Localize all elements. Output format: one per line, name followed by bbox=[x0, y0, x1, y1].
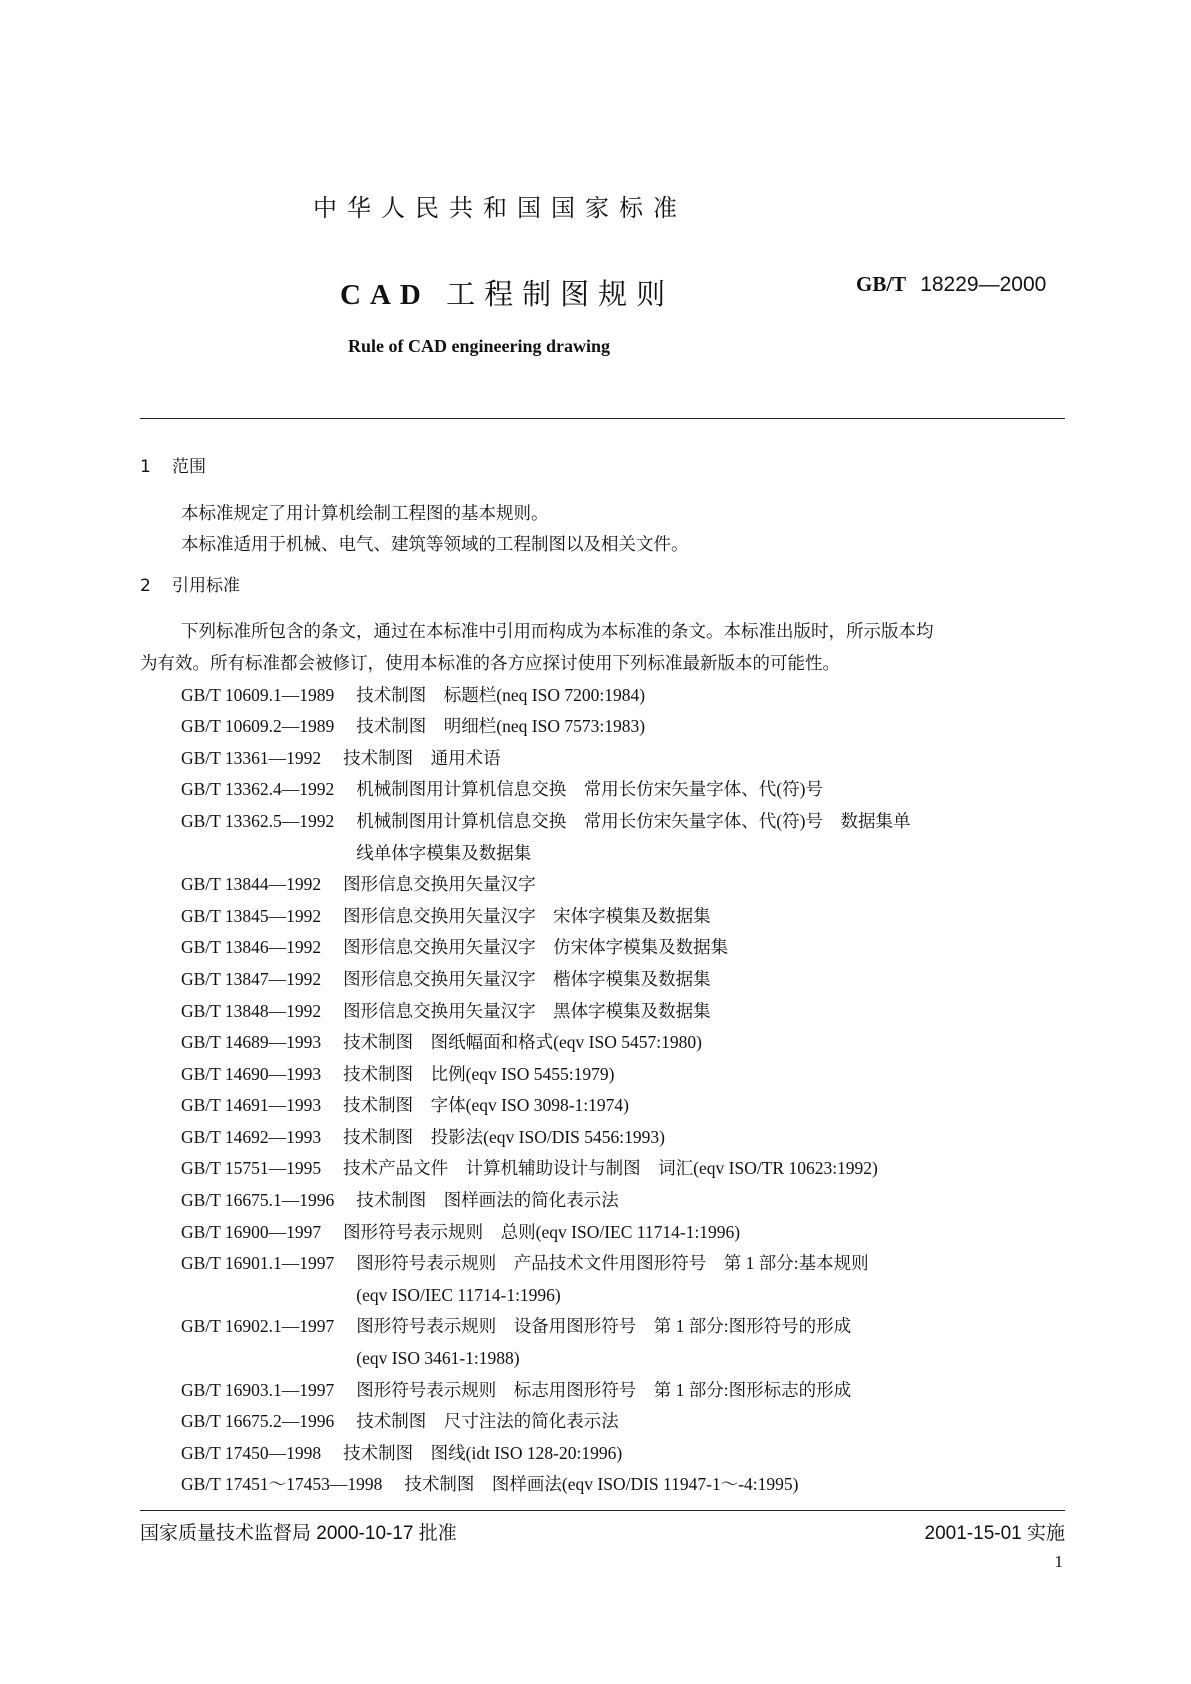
reference-code: GB/T 10609.1—1989 bbox=[181, 684, 335, 705]
reference-code: GB/T 13846—1992 bbox=[181, 937, 322, 958]
reference-title: 图形符号表示规则 总则(eqv ISO/IEC 11714-1:1996) bbox=[343, 1221, 741, 1242]
reference-title: 技术制图 明细栏(neq ISO 7573:1983) bbox=[356, 716, 646, 737]
paragraph: 为有效。所有标准都会被修订，使用本标准的各方应探讨使用下列标准最新版本的可能性。 bbox=[140, 652, 840, 673]
reference-code: GB/T 17450—1998 bbox=[181, 1442, 322, 1463]
title-chinese: 工程制图规则 bbox=[446, 277, 675, 311]
english-title: Rule of CAD engineering drawing bbox=[348, 336, 610, 356]
reference-item bbox=[140, 1248, 1065, 1311]
reference-code: GB/T 13361—1992 bbox=[181, 747, 322, 768]
reference-title: 技术制图 图样画法(eqv ISO/DIS 11947-1～-4:1995) bbox=[404, 1474, 799, 1495]
reference-item bbox=[140, 1185, 1065, 1217]
reference-item bbox=[140, 1122, 1065, 1154]
footer-divider bbox=[140, 1510, 1065, 1511]
reference-code: GB/T 13362.5—1992 bbox=[181, 810, 335, 831]
reference-code: GB/T 16675.2—1996 bbox=[181, 1411, 335, 1432]
reference-item bbox=[140, 1217, 1065, 1249]
reference-item bbox=[140, 1153, 1065, 1185]
section-references bbox=[140, 571, 1065, 1501]
reference-title-continued: (eqv ISO 3461-1:1988) bbox=[356, 1348, 520, 1369]
reference-title: 技术制图 图线(idt ISO 128-20:1996) bbox=[343, 1442, 623, 1463]
reference-title: 机械制图用计算机信息交换 常用长仿宋矢量字体、代(符)号 数据集单 bbox=[356, 810, 911, 831]
national-standard-heading: 中华人民共和国国家标准 bbox=[313, 194, 687, 222]
reference-item bbox=[140, 743, 1065, 775]
reference-item bbox=[140, 1090, 1065, 1122]
reference-title: 图形符号表示规则 标志用图形符号 第 1 部分:图形标志的形成 bbox=[356, 1379, 852, 1400]
reference-item bbox=[140, 932, 1065, 964]
reference-item bbox=[140, 901, 1065, 933]
reference-title: 机械制图用计算机信息交换 常用长仿宋矢量字体、代(符)号 bbox=[356, 779, 823, 800]
reference-code: GB/T 13844—1992 bbox=[181, 874, 322, 895]
paragraph: 本标准规定了用计算机绘制工程图的基本规则。 bbox=[181, 502, 549, 523]
reference-title-continued: 线单体字模集及数据集 bbox=[356, 842, 532, 863]
reference-title: 技术制图 标题栏(neq ISO 7200:1984) bbox=[356, 684, 646, 705]
reference-title: 技术产品文件 计算机辅助设计与制图 词汇(eqv ISO/TR 10623:1992) bbox=[343, 1158, 878, 1179]
header-divider bbox=[140, 418, 1065, 419]
page-number: 1 bbox=[1054, 1552, 1063, 1571]
standard-code bbox=[856, 272, 1046, 297]
reference-code: GB/T 14692—1993 bbox=[181, 1126, 322, 1147]
reference-code: GB/T 13848—1992 bbox=[181, 1000, 322, 1021]
reference-item bbox=[140, 1438, 1065, 1470]
reference-code: GB/T 16900—1997 bbox=[181, 1221, 322, 1242]
reference-item bbox=[140, 1059, 1065, 1091]
reference-title: 图形信息交换用矢量汉字 楷体字模集及数据集 bbox=[343, 968, 711, 989]
reference-item bbox=[140, 1406, 1065, 1438]
reference-code: GB/T 16903.1—1997 bbox=[181, 1379, 335, 1400]
reference-code: GB/T 13847—1992 bbox=[181, 968, 322, 989]
reference-item bbox=[140, 806, 1065, 869]
reference-item bbox=[140, 869, 1065, 901]
implementation-date: 2001-15-01 实施 bbox=[924, 1523, 1065, 1544]
section-heading: 1 范围 bbox=[140, 457, 206, 477]
reference-item bbox=[140, 964, 1065, 996]
reference-title: 技术制图 字体(eqv ISO 3098-1:1974) bbox=[343, 1095, 629, 1116]
reference-code: GB/T 13845—1992 bbox=[181, 905, 322, 926]
paragraph: 本标准适用于机械、电气、建筑等领域的工程制图以及相关文件。 bbox=[181, 534, 689, 555]
reference-title: 技术制图 投影法(eqv ISO/DIS 5456:1993) bbox=[343, 1126, 665, 1147]
reference-title: 图形信息交换用矢量汉字 仿宋体字模集及数据集 bbox=[343, 937, 729, 958]
reference-item bbox=[140, 680, 1065, 712]
reference-title: 技术制图 图纸幅面和格式(eqv ISO 5457:1980) bbox=[343, 1032, 702, 1053]
approval-date: 国家质量技术监督局 2000-10-17 批准 bbox=[140, 1523, 457, 1544]
title-latin: CAD bbox=[340, 279, 430, 311]
reference-title: 图形信息交换用矢量汉字 黑体字模集及数据集 bbox=[343, 1000, 711, 1021]
paragraph: 下列标准所包含的条文，通过在本标准中引用而构成为本标准的条文。本标准出版时，所示版本均 bbox=[181, 621, 934, 642]
document-body bbox=[140, 452, 1065, 1501]
reference-title: 技术制图 尺寸注法的简化表示法 bbox=[356, 1411, 619, 1432]
reference-code: GB/T 17451～17453—1998 bbox=[181, 1474, 383, 1495]
reference-item bbox=[140, 711, 1065, 743]
reference-title: 图形信息交换用矢量汉字 宋体字模集及数据集 bbox=[343, 905, 711, 926]
reference-code: GB/T 14689—1993 bbox=[181, 1032, 322, 1053]
reference-item bbox=[140, 1027, 1065, 1059]
reference-code: GB/T 13362.4—1992 bbox=[181, 779, 335, 800]
reference-item bbox=[140, 774, 1065, 806]
reference-list bbox=[140, 680, 1065, 1501]
code-prefix: GB/T bbox=[856, 272, 907, 296]
code-number: 18229—2000 bbox=[920, 273, 1047, 296]
reference-code: GB/T 14690—1993 bbox=[181, 1063, 322, 1084]
reference-item bbox=[140, 1375, 1065, 1407]
reference-code: GB/T 16675.1—1996 bbox=[181, 1190, 335, 1211]
reference-code: GB/T 16901.1—1997 bbox=[181, 1253, 335, 1274]
reference-title: 图形信息交换用矢量汉字 bbox=[343, 874, 536, 895]
reference-code: GB/T 15751—1995 bbox=[181, 1158, 322, 1179]
reference-title: 技术制图 通用术语 bbox=[343, 747, 501, 768]
document-title bbox=[340, 272, 674, 313]
section-scope bbox=[140, 452, 1065, 561]
reference-title-continued: (eqv ISO/IEC 11714-1:1996) bbox=[356, 1284, 561, 1305]
reference-code: GB/T 14691—1993 bbox=[181, 1095, 322, 1116]
reference-code: GB/T 10609.2—1989 bbox=[181, 716, 335, 737]
reference-item bbox=[140, 1311, 1065, 1374]
reference-title: 图形符号表示规则 设备用图形符号 第 1 部分:图形符号的形成 bbox=[356, 1316, 852, 1337]
reference-item bbox=[140, 1469, 1065, 1501]
reference-item bbox=[140, 996, 1065, 1028]
section-heading: 2 引用标准 bbox=[140, 575, 240, 596]
reference-title: 技术制图 比例(eqv ISO 5455:1979) bbox=[343, 1063, 615, 1084]
reference-title: 图形符号表示规则 产品技术文件用图形符号 第 1 部分:基本规则 bbox=[356, 1253, 869, 1274]
reference-code: GB/T 16902.1—1997 bbox=[181, 1316, 335, 1337]
reference-title: 技术制图 图样画法的简化表示法 bbox=[356, 1190, 619, 1211]
